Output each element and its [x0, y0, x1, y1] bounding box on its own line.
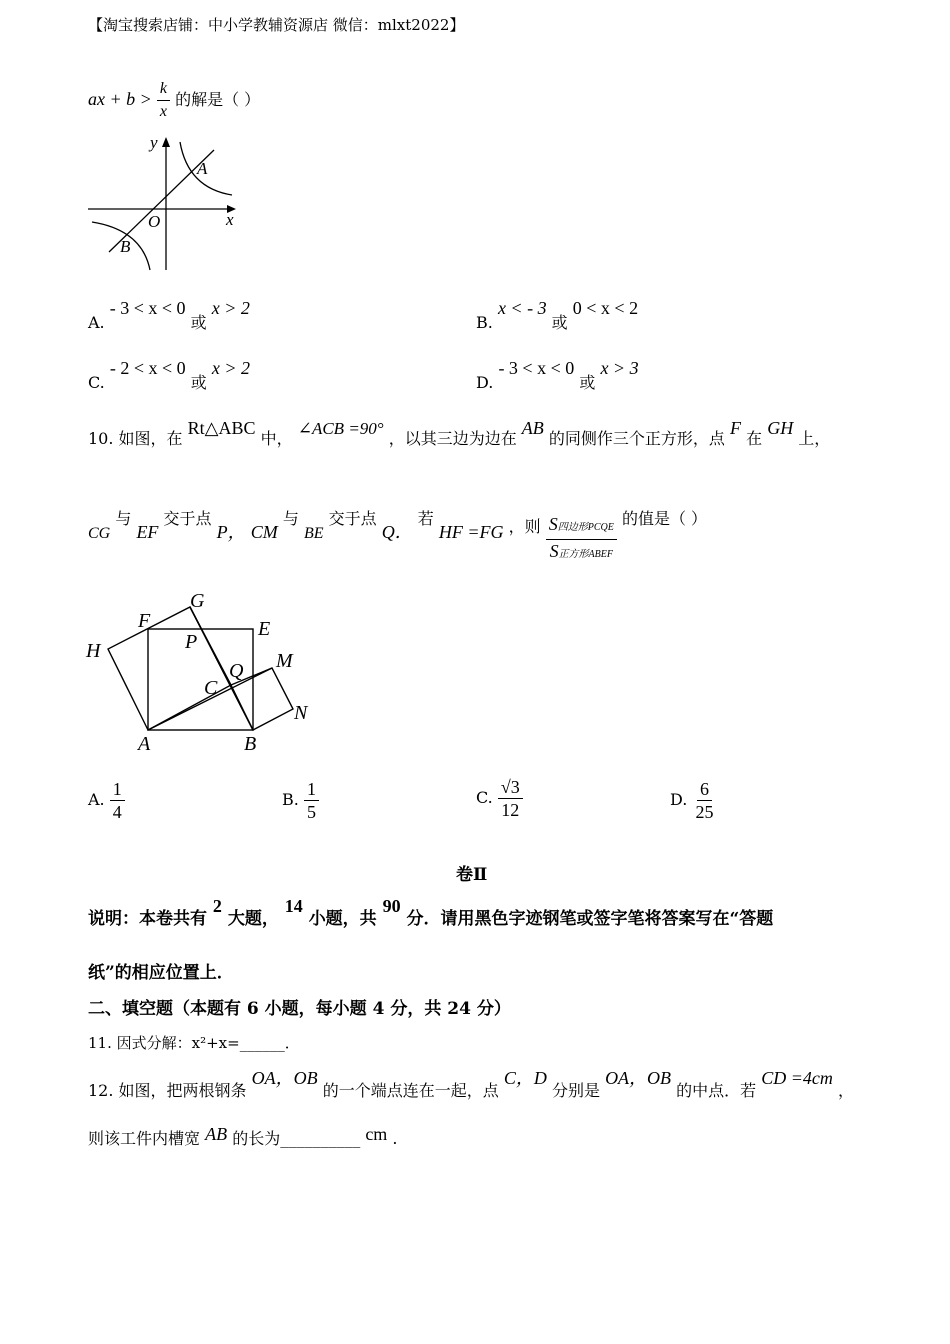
- q12-text: 则该工件内槽宽: [88, 1129, 201, 1148]
- frac-den-sub: 正方形ABEF: [558, 549, 613, 560]
- q10-text: 中，: [260, 429, 293, 448]
- option-part1: - 3 < x < 0: [498, 358, 575, 378]
- section-description: [88, 896, 773, 929]
- option-letter: C.: [88, 373, 105, 392]
- q12-text: 12. 如图，把两根钢条: [88, 1081, 247, 1100]
- option-or: 或: [551, 313, 568, 332]
- q10-rt: Rt△ABC: [187, 418, 256, 438]
- desc-num: 90: [382, 896, 401, 916]
- q10-text: 上，: [798, 429, 831, 448]
- frac-den-s: S: [549, 541, 559, 561]
- q9-stem: [88, 78, 260, 123]
- section-description-line2: 纸”的相应位置上．: [88, 963, 234, 983]
- q10-text: 与: [115, 509, 132, 528]
- option-letter: C.: [476, 788, 493, 807]
- option-letter: B.: [282, 790, 299, 809]
- q10-option-a[interactable]: [88, 778, 125, 823]
- q10-be: BE: [303, 525, 324, 542]
- desc-text: 小题，共: [308, 909, 377, 929]
- label-b: B: [120, 237, 131, 256]
- q10-text: 在: [746, 429, 763, 448]
- q10-q: Q．: [381, 522, 413, 542]
- frac-den: 4: [112, 802, 122, 822]
- q10-squares-figure: [82, 585, 322, 760]
- label-p: P: [185, 631, 198, 653]
- q9-fraction: [157, 78, 170, 123]
- q10-text: 若: [417, 509, 434, 528]
- q10-condition: HF =FG: [438, 522, 504, 542]
- square-ac: [108, 607, 231, 730]
- option-letter: D.: [476, 373, 494, 392]
- q12-oaob: OA，OB: [251, 1068, 318, 1088]
- label-o: O: [148, 212, 161, 231]
- q10-stem-line2: [88, 506, 707, 566]
- q10-text: ，则: [508, 517, 541, 536]
- q10-option-b[interactable]: [282, 778, 319, 823]
- q9-option-b[interactable]: [476, 298, 638, 333]
- q10-text: 与: [282, 509, 299, 528]
- label-a: A: [197, 159, 208, 178]
- label-c: C: [204, 677, 218, 699]
- q10-text: 的值是（ ）: [621, 509, 708, 528]
- option-part2: 0 < x < 2: [572, 298, 639, 318]
- q10-p: P，: [216, 522, 246, 542]
- option-letter: A.: [88, 790, 105, 809]
- q10-text: 的同侧作三个正方形，点: [548, 429, 725, 448]
- desc-text: 说明：本卷共有: [88, 909, 207, 929]
- q10-ef: EF: [136, 522, 159, 542]
- q10-num: 10. 如图，在: [88, 429, 183, 448]
- label-m: M: [276, 650, 293, 672]
- label-x: x: [226, 210, 234, 229]
- option-part2: x > 2: [211, 298, 250, 318]
- q10-option-c[interactable]: [476, 776, 523, 821]
- q12-text: 分别是: [551, 1081, 600, 1100]
- option-letter: A.: [88, 313, 105, 332]
- q10-text: 交于点: [163, 509, 212, 528]
- label-g: G: [190, 590, 205, 612]
- q12-text: ，: [838, 1081, 855, 1100]
- q11: 11. 因式分解：x²+x=______．: [88, 1034, 300, 1052]
- q10-ab: AB: [521, 418, 544, 438]
- frac-den: 5: [306, 802, 316, 822]
- frac-num: √3: [498, 776, 523, 799]
- label-y: y: [150, 133, 158, 152]
- q9-option-a[interactable]: [88, 298, 250, 333]
- option-fraction: [692, 778, 716, 823]
- q9-math: ax + b >: [88, 89, 152, 109]
- option-part1: - 3 < x < 0: [109, 298, 186, 318]
- q10-text: 交于点: [328, 509, 377, 528]
- q9-graph-figure: [84, 130, 254, 275]
- q12-line2: [88, 1124, 398, 1149]
- q12-text: 的中点．若: [676, 1081, 757, 1100]
- option-part2: x > 2: [211, 358, 250, 378]
- option-fraction: [304, 778, 319, 823]
- desc-num: 14: [284, 896, 303, 916]
- section-title: 卷Ⅱ: [456, 865, 488, 885]
- q10-option-d[interactable]: [670, 778, 716, 823]
- option-or: 或: [579, 373, 596, 392]
- q12-text: .: [392, 1129, 398, 1148]
- q10-text: ，以其三边为边在: [388, 429, 517, 448]
- frac-num: [546, 513, 617, 540]
- y-axis-arrow: [162, 137, 170, 147]
- q12-line1: [88, 1064, 854, 1101]
- frac-num-sub: 四边形PCQE: [557, 522, 614, 533]
- frac-num: 1: [304, 778, 319, 801]
- q10-gh: GH: [767, 418, 794, 438]
- q9-option-c[interactable]: [88, 358, 250, 393]
- part-title: 二、填空题（本题有 6 小题，每小题 4 分，共 24 分）: [88, 999, 511, 1019]
- q12-ab: AB: [205, 1124, 228, 1144]
- header-watermark: 【淘宝搜索店铺：中小学教辅资源店 微信：mlxt2022】: [88, 16, 465, 34]
- q10-f: F: [730, 418, 741, 438]
- desc-text: 大题，: [227, 909, 279, 929]
- label-e: E: [258, 618, 271, 640]
- option-letter: B.: [476, 313, 493, 332]
- label-f: F: [138, 610, 151, 632]
- label-b: B: [244, 733, 257, 755]
- q9-frac-den: x: [159, 103, 167, 120]
- q12-condition: CD =4cm: [761, 1068, 833, 1088]
- option-fraction: [110, 778, 125, 823]
- q10-angle: ∠ACB =90°: [297, 419, 384, 438]
- label-n: N: [294, 702, 308, 724]
- q12-oaob: OA，OB: [605, 1068, 672, 1088]
- q10-stem-line1: [88, 418, 830, 449]
- option-part2: x > 3: [600, 358, 639, 378]
- q12-unit: cm: [365, 1124, 388, 1144]
- q12-text: 的一个端点连在一起，点: [322, 1081, 499, 1100]
- option-or: 或: [190, 313, 207, 332]
- q10-area-fraction: [546, 513, 617, 566]
- frac-den: 12: [501, 800, 520, 820]
- label-h: H: [86, 640, 101, 662]
- q12-answer-blank[interactable]: 的长为__________: [232, 1129, 361, 1148]
- q10-cm: CM: [250, 522, 278, 542]
- option-or: 或: [190, 373, 207, 392]
- label-a: A: [138, 733, 151, 755]
- desc-num: 2: [212, 896, 222, 916]
- q9-frac-num: k: [157, 78, 170, 101]
- option-part1: - 2 < x < 0: [109, 358, 186, 378]
- frac-den: 25: [695, 802, 714, 822]
- option-fraction: [498, 776, 523, 821]
- frac-num: 6: [697, 778, 712, 801]
- frac-num: 1: [110, 778, 125, 801]
- desc-text: 分．请用黑色字迹钢笔或签字笔将答案写在“答题: [406, 909, 774, 929]
- option-part1: x < - 3: [497, 298, 547, 318]
- frac-num-s: S: [548, 514, 558, 534]
- frac-den: [547, 540, 616, 566]
- q12-cd: C，D: [503, 1068, 547, 1088]
- q9-option-d[interactable]: [476, 358, 639, 393]
- option-letter: D.: [670, 790, 688, 809]
- q10-cg: CG: [88, 525, 111, 542]
- label-q: Q: [229, 660, 244, 682]
- q9-stem-text: 的解是（ ）: [175, 90, 261, 109]
